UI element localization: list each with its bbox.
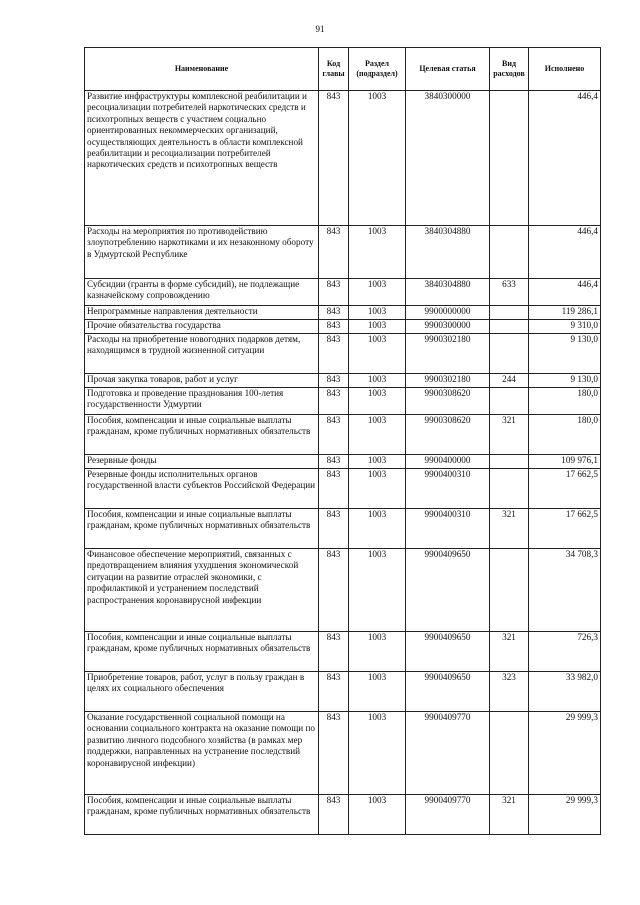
row-section-cell: 1003 [349,712,406,795]
row-kind-cell [490,226,529,279]
row-section-cell: 1003 [349,632,406,672]
table-row [85,795,601,835]
row-target-cell: 3840300000 [406,91,490,226]
row-kind-cell: 321 [490,632,529,672]
table-row [85,320,601,334]
row-executed-cell: 119 286,1 [529,306,601,320]
table-row [85,226,601,279]
row-kind-cell: 321 [490,509,529,549]
row-code-cell: 843 [319,712,349,795]
row-kind-cell: 633 [490,279,529,306]
row-executed-cell: 17 662,5 [529,509,601,549]
row-executed-cell: 446,4 [529,91,601,226]
row-kind-cell: 321 [490,795,529,835]
row-code-cell: 843 [319,388,349,415]
row-kind-cell: 321 [490,415,529,455]
row-code-cell: 843 [319,455,349,469]
row-code-cell: 843 [319,549,349,632]
row-code-cell: 843 [319,509,349,549]
row-code-cell: 843 [319,415,349,455]
row-target-cell: 9900409770 [406,795,490,835]
row-name-cell: Непрограммные направления деятельности [85,306,319,320]
table-row [85,415,601,455]
row-section-cell: 1003 [349,509,406,549]
row-code-cell: 843 [319,469,349,509]
row-code-cell: 843 [319,374,349,388]
table-row [85,672,601,712]
row-code-cell: 843 [319,320,349,334]
row-name-cell: Финансовое обеспечение мероприятий, связанных с предотвращением влияния ухудшения экономической ситуации на развитие отраслей экономики, с профилактикой и устранением последствий распространения коронавирусной инфекции [85,549,319,632]
row-executed-cell: 17 662,5 [529,469,601,509]
row-section-cell: 1003 [349,334,406,374]
row-section-cell: 1003 [349,320,406,334]
row-kind-cell [490,320,529,334]
table-row [85,509,601,549]
row-code-cell: 843 [319,306,349,320]
row-target-cell: 9900400310 [406,509,490,549]
header-section: Раздел (подраздел) [349,48,406,91]
row-name-cell: Резервные фонды [85,455,319,469]
row-name-cell: Субсидии (гранты в форме субсидий), не подлежащие казначейскому сопровождению [85,279,319,306]
table-row [85,334,601,374]
row-code-cell: 843 [319,672,349,712]
row-target-cell: 9900409650 [406,632,490,672]
row-target-cell: 9900409650 [406,549,490,632]
header-kind: Вид расходов [490,48,529,91]
table-header-row [85,48,601,91]
row-kind-cell [490,469,529,509]
row-executed-cell: 29 999,3 [529,795,601,835]
row-name-cell: Пособия, компенсации и иные социальные выплаты гражданам, кроме публичных нормативных обязательств [85,415,319,455]
row-target-cell: 9900302180 [406,334,490,374]
row-kind-cell: 244 [490,374,529,388]
row-code-cell: 843 [319,334,349,374]
row-section-cell: 1003 [349,415,406,455]
table-body [85,91,601,835]
row-kind-cell [490,334,529,374]
row-name-cell: Оказание государственной социальной помощи на основании социального контракта на оказание помощи по развитию личного подсобного хозяйства (в рамках мер поддержки, направленных на устранение последствий коронавирусной инфекции) [85,712,319,795]
row-executed-cell: 446,4 [529,279,601,306]
row-code-cell: 843 [319,632,349,672]
row-name-cell: Пособия, компенсации и иные социальные выплаты гражданам, кроме публичных нормативных обязательств [85,632,319,672]
row-name-cell: Прочая закупка товаров, работ и услуг [85,374,319,388]
table-row [85,549,601,632]
budget-execution-table [84,47,601,835]
header-code: Код главы [319,48,349,91]
table-row [85,279,601,306]
row-executed-cell: 9 310,0 [529,320,601,334]
row-target-cell: 3840304880 [406,226,490,279]
header-executed: Исполнено [529,48,601,91]
row-executed-cell: 29 999,3 [529,712,601,795]
row-section-cell: 1003 [349,388,406,415]
row-code-cell: 843 [319,226,349,279]
row-section-cell: 1003 [349,455,406,469]
row-section-cell: 1003 [349,672,406,712]
row-executed-cell: 34 708,3 [529,549,601,632]
row-name-cell: Пособия, компенсации и иные социальные выплаты гражданам, кроме публичных нормативных обязательств [85,795,319,835]
row-code-cell: 843 [319,795,349,835]
table-row [85,455,601,469]
row-name-cell: Приобретение товаров, работ, услуг в пользу граждан в целях их социального обеспечения [85,672,319,712]
row-name-cell: Пособия, компенсации и иные социальные выплаты гражданам, кроме публичных нормативных обязательств [85,509,319,549]
row-target-cell: 3840304880 [406,279,490,306]
row-kind-cell [490,306,529,320]
row-name-cell: Расходы на приобретение новогодних подарков детям, находящимся в трудной жизненной ситуации [85,334,319,374]
row-kind-cell [490,388,529,415]
row-target-cell: 9900302180 [406,374,490,388]
row-executed-cell: 9 130,0 [529,374,601,388]
row-code-cell: 843 [319,91,349,226]
header-name: Наименование [85,48,319,91]
table-row [85,469,601,509]
table-row [85,712,601,795]
table-row [85,374,601,388]
row-section-cell: 1003 [349,306,406,320]
row-kind-cell: 323 [490,672,529,712]
row-target-cell: 9900400310 [406,469,490,509]
row-target-cell: 9900409770 [406,712,490,795]
row-executed-cell: 9 130,0 [529,334,601,374]
row-target-cell: 9900300000 [406,320,490,334]
row-executed-cell: 180,0 [529,415,601,455]
row-section-cell: 1003 [349,226,406,279]
row-section-cell: 1003 [349,374,406,388]
row-executed-cell: 726,3 [529,632,601,672]
row-kind-cell [490,712,529,795]
row-target-cell: 9900409650 [406,672,490,712]
row-executed-cell: 180,0 [529,388,601,415]
row-name-cell: Прочие обязательства государства [85,320,319,334]
table-row [85,388,601,415]
row-kind-cell [490,455,529,469]
row-name-cell: Расходы на мероприятия по противодействию злоупотреблению наркотиками и их незаконному обороту в Удмуртской Республике [85,226,319,279]
row-executed-cell: 109 976,1 [529,455,601,469]
row-target-cell: 9900308620 [406,415,490,455]
row-name-cell: Развитие инфраструктуры комплексной реабилитации и ресоциализации потребителей наркотических средств и психотропных веществ с участием социально ориентированных некоммерческих организаций, осуществляющих деятельность в области комплексной реабилитации и ресоциализации потребителей наркотических средств и психотропных веществ [85,91,319,226]
row-kind-cell [490,549,529,632]
row-executed-cell: 33 982,0 [529,672,601,712]
row-executed-cell: 446,4 [529,226,601,279]
row-name-cell: Подготовка и проведение празднования 100-летия государственности Удмуртии [85,388,319,415]
row-target-cell: 9900400000 [406,455,490,469]
header-target: Целевая статья [406,48,490,91]
row-section-cell: 1003 [349,91,406,226]
row-kind-cell [490,91,529,226]
table-row [85,306,601,320]
table-row [85,632,601,672]
row-section-cell: 1003 [349,549,406,632]
row-section-cell: 1003 [349,279,406,306]
row-section-cell: 1003 [349,795,406,835]
page-number: 91 [315,24,325,34]
row-name-cell: Резервные фонды исполнительных органов государственной власти субъектов Российской Федерации [85,469,319,509]
table-row [85,91,601,226]
row-section-cell: 1003 [349,469,406,509]
row-target-cell: 9900308620 [406,388,490,415]
row-target-cell: 9900000000 [406,306,490,320]
row-code-cell: 843 [319,279,349,306]
